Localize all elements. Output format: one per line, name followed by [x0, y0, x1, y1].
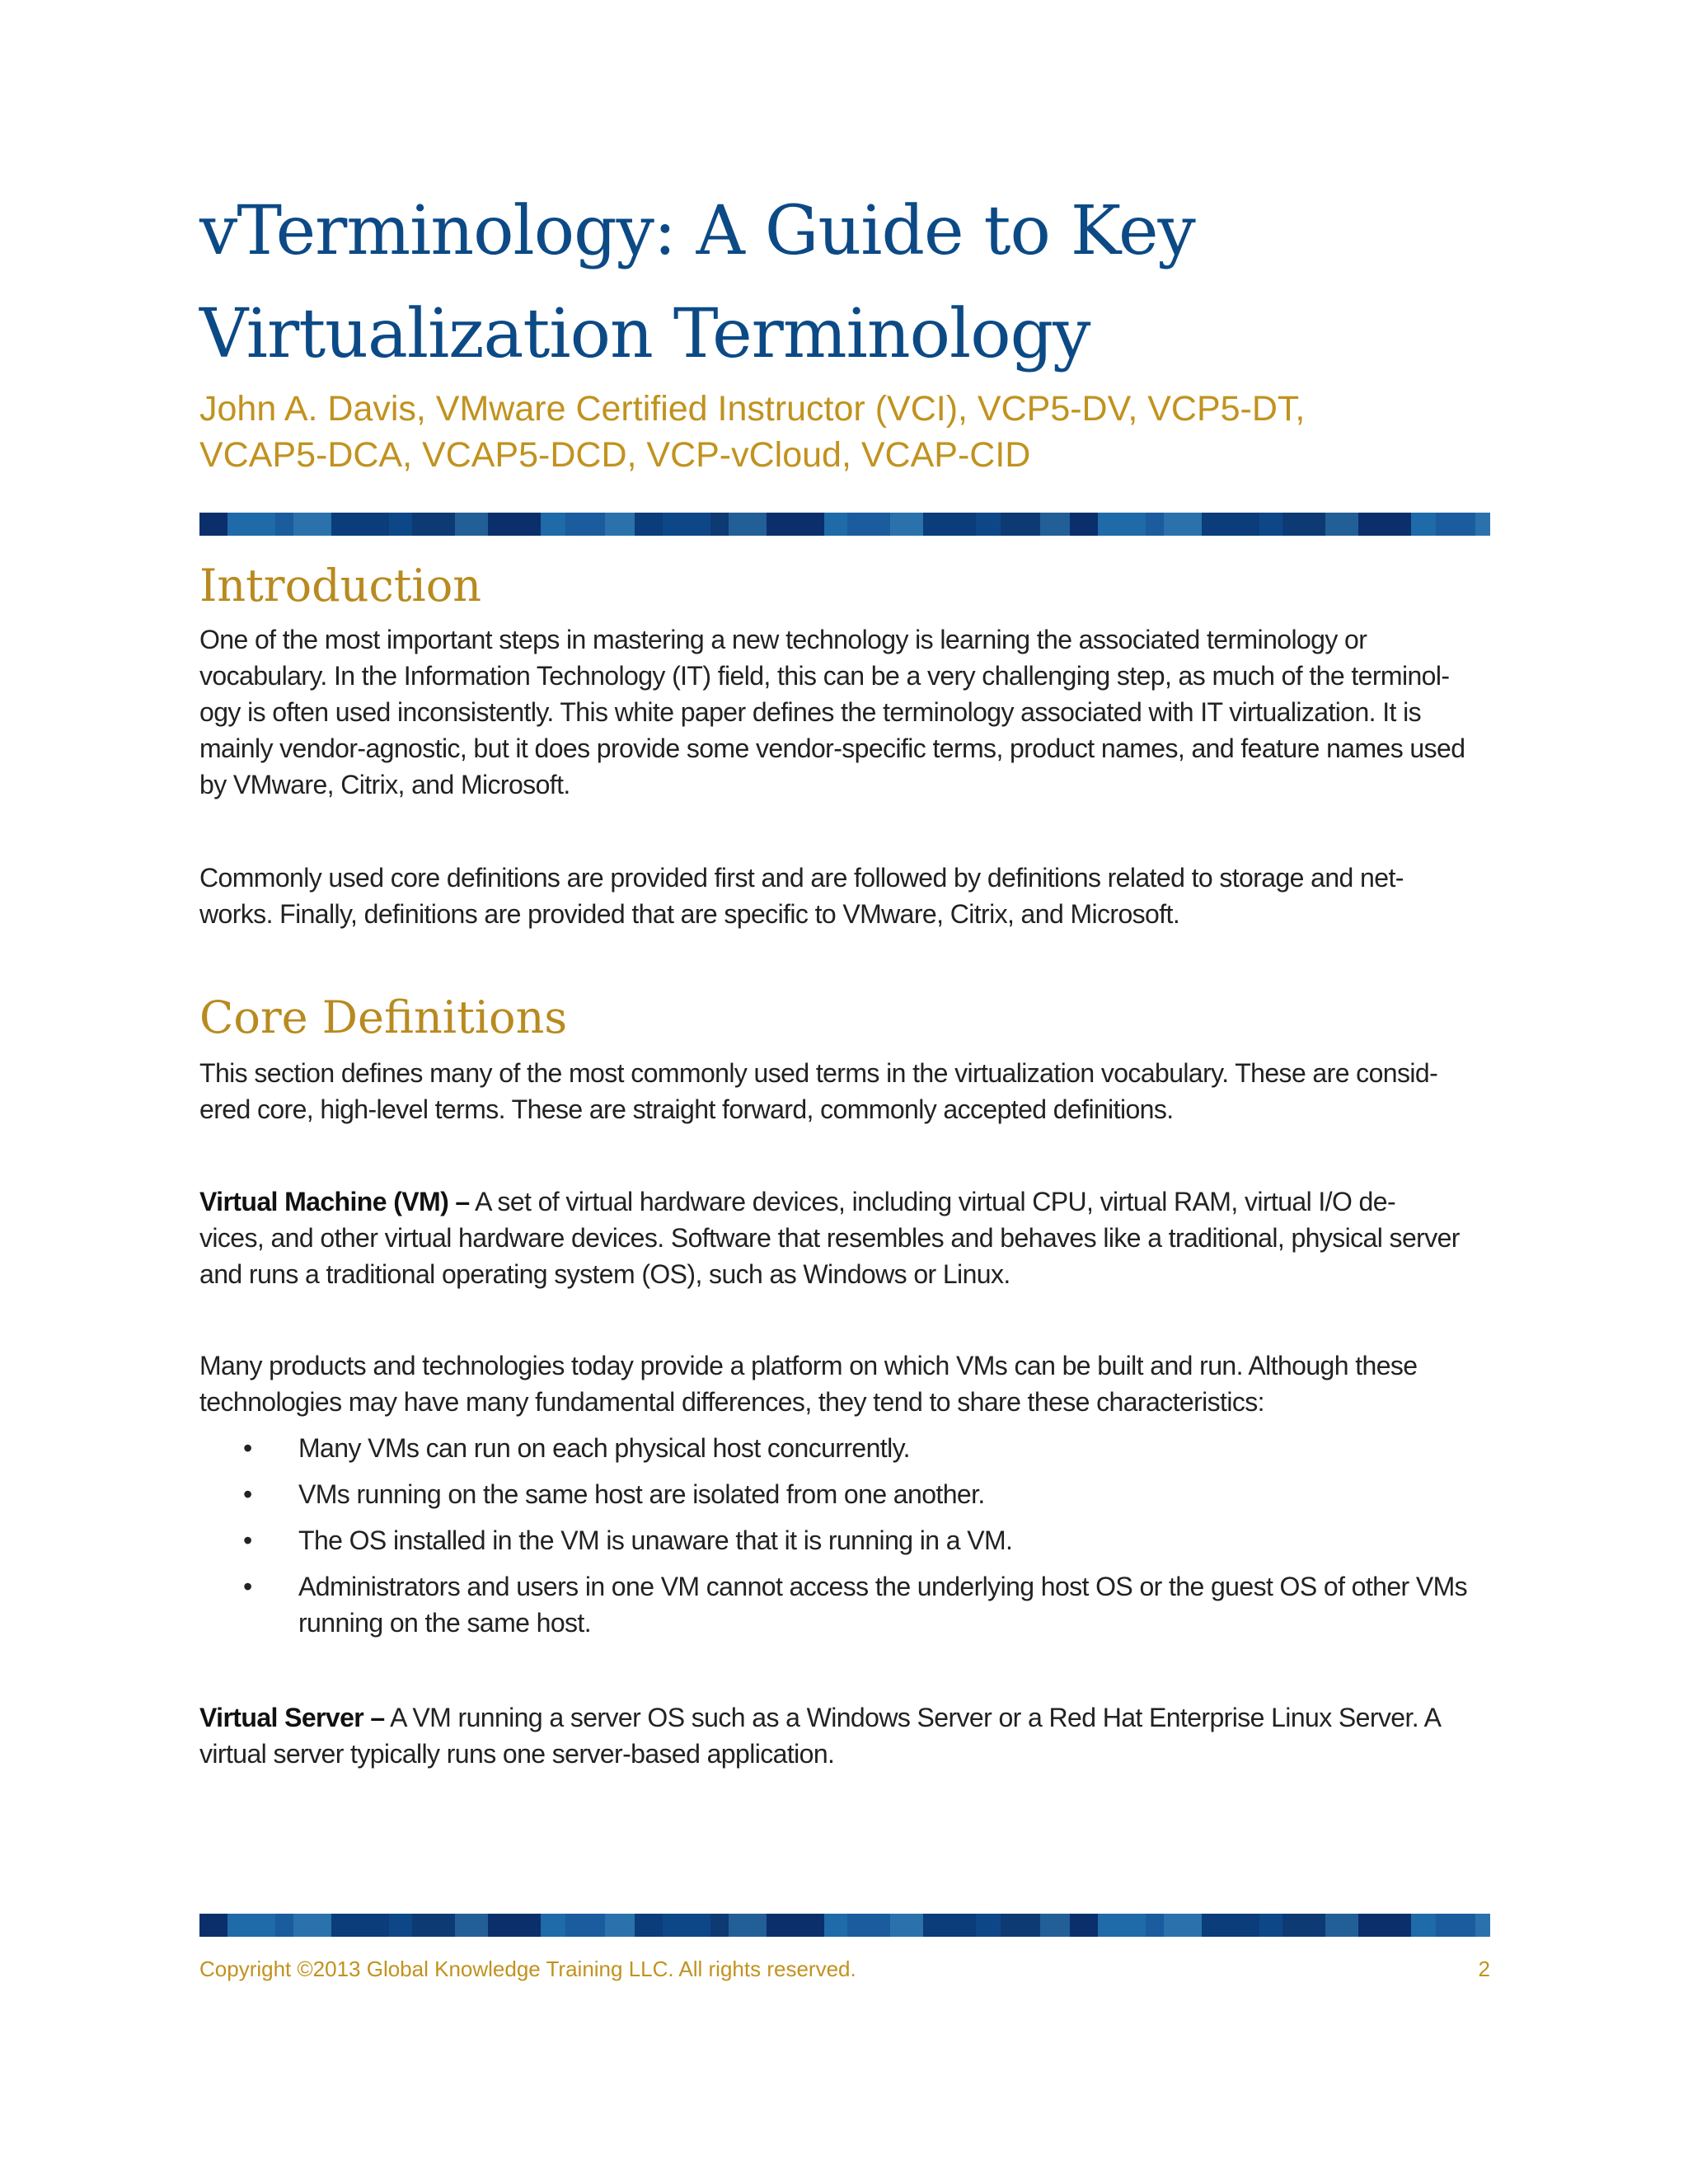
bar-segment	[227, 513, 275, 536]
bar-segment	[605, 1914, 635, 1937]
bar-segment	[1098, 513, 1146, 536]
bar-segment	[1325, 513, 1358, 536]
bar-segment	[605, 513, 635, 536]
bar-segment	[565, 513, 605, 536]
text-line: ogy is often used inconsistently. This white paper defines the terminology associated with IT virtualization. It is	[199, 697, 1422, 727]
list-item	[199, 1476, 1493, 1512]
list-item-text: The OS installed in the VM is unaware that it is running in a VM.	[298, 1526, 1013, 1555]
bar-segment	[1411, 513, 1436, 536]
header-decorative-bar	[199, 513, 1490, 536]
text-line	[199, 1699, 1493, 1736]
definition-text: A VM running a server OS such as a Windows Server or a Red Hat Enterprise Linux Server. A	[384, 1703, 1442, 1732]
bullet-icon: •	[243, 1479, 252, 1509]
header-bar-graphic	[199, 513, 1490, 536]
bullet-icon: •	[243, 1433, 252, 1463]
bar-segment	[412, 513, 455, 536]
text-line: technologies may have many fundamental differences, they tend to share these characteristics:	[199, 1387, 1264, 1417]
bar-segment	[227, 1914, 275, 1937]
bar-segment	[767, 1914, 824, 1937]
core-definitions-intro	[199, 1055, 1493, 1127]
bar-segment	[710, 513, 729, 536]
bar-segment	[663, 513, 710, 536]
bar-segment	[635, 513, 663, 536]
author-line-2: VCAP5-DCA, VCAP5-DCD, VCP-vCloud, VCAP-CID	[199, 435, 1031, 475]
text-line: Commonly used core definitions are provided first and are followed by definitions related to storage and net-	[199, 863, 1404, 893]
bullet-icon: •	[243, 1572, 252, 1601]
bar-segment	[389, 513, 412, 536]
bar-segment	[1164, 513, 1202, 536]
bar-segment	[923, 1914, 976, 1937]
text-line: and runs a traditional operating system (OS), such as Windows or Linux.	[199, 1259, 1010, 1289]
list-item-text: Many VMs can run on each physical host concurrently.	[298, 1433, 910, 1463]
bar-segment	[1040, 513, 1070, 536]
core-definitions-heading: Core Definitions	[199, 991, 568, 1043]
bar-segment	[890, 513, 923, 536]
footer-bar-graphic	[199, 1914, 1490, 1937]
virtual-machine-definition	[199, 1183, 1493, 1292]
bar-segment	[1282, 1914, 1325, 1937]
bar-segment	[455, 513, 488, 536]
bar-segment	[847, 513, 890, 536]
introduction-paragraph-1	[199, 621, 1493, 803]
text-line: works. Finally, definitions are provided that are specific to VMware, Citrix, and Microsoft.	[199, 899, 1180, 929]
introduction-heading: Introduction	[199, 560, 481, 612]
bar-segment	[1436, 1914, 1475, 1937]
bar-segment	[824, 513, 847, 536]
bar-segment	[663, 1914, 710, 1937]
text-line: vices, and other virtual hardware devices. Software that resembles and behaves like a traditional, physical server	[199, 1223, 1460, 1253]
bar-segment	[1411, 1914, 1436, 1937]
characteristics-list	[199, 1430, 1493, 1651]
author-line-1: John A. Davis, VMware Certified Instructor (VCI), VCP5-DV, VCP5-DT,	[199, 389, 1306, 429]
bar-segment	[1001, 1914, 1040, 1937]
bar-segment	[275, 513, 293, 536]
virtual-machine-term: Virtual Machine (VM) –	[199, 1187, 470, 1216]
bar-segment	[488, 1914, 541, 1937]
bar-segment	[331, 513, 389, 536]
virtual-server-definition	[199, 1699, 1493, 1772]
title-line-2: Virtualization Terminology	[199, 295, 1090, 373]
bar-segment	[331, 1914, 389, 1937]
bar-segment	[1146, 513, 1164, 536]
bar-segment	[275, 1914, 293, 1937]
virtual-server-term: Virtual Server –	[199, 1703, 385, 1732]
footer-decorative-bar	[199, 1914, 1490, 1937]
bar-segment	[1202, 513, 1259, 536]
bar-segment	[1001, 513, 1040, 536]
bar-segment	[1436, 513, 1475, 536]
bar-segment	[1358, 1914, 1411, 1937]
bar-segment	[923, 513, 976, 536]
list-item-text: running on the same host.	[298, 1608, 592, 1638]
bar-segment	[199, 513, 227, 536]
characteristics-intro	[199, 1347, 1493, 1420]
copyright-text: Copyright ©2013 Global Knowledge Training LLC. All rights reserved.	[199, 1957, 856, 1981]
bar-segment	[1070, 1914, 1098, 1937]
bar-segment	[976, 1914, 1001, 1937]
text-line: mainly vendor-agnostic, but it does provide some vendor-specific terms, product names, and feature names used	[199, 733, 1465, 763]
bar-segment	[1146, 1914, 1164, 1937]
text-line: ered core, high-level terms. These are straight forward, commonly accepted definitions.	[199, 1094, 1174, 1124]
bar-segment	[412, 1914, 455, 1937]
bar-segment	[635, 1914, 663, 1937]
bar-segment	[389, 1914, 412, 1937]
text-line: by VMware, Citrix, and Microsoft.	[199, 770, 570, 799]
bar-segment	[1202, 1914, 1259, 1937]
bar-segment	[729, 513, 767, 536]
bar-segment	[1475, 1914, 1490, 1937]
bar-segment	[1164, 1914, 1202, 1937]
bar-segment	[1259, 1914, 1282, 1937]
title-line-1: vTerminology: A Guide to Key	[199, 192, 1195, 270]
bar-segment	[1070, 513, 1098, 536]
list-item	[199, 1568, 1493, 1641]
list-item	[199, 1522, 1493, 1558]
list-item	[199, 1430, 1493, 1466]
bar-segment	[1098, 1914, 1146, 1937]
bar-segment	[767, 513, 824, 536]
page-number: 2	[1478, 1957, 1490, 1981]
bar-segment	[541, 513, 565, 536]
bar-segment	[565, 1914, 605, 1937]
bar-segment	[1259, 513, 1282, 536]
bullet-icon: •	[243, 1526, 252, 1555]
bar-segment	[1325, 1914, 1358, 1937]
bar-segment	[293, 513, 331, 536]
bar-segment	[488, 513, 541, 536]
definition-text: A set of virtual hardware devices, including virtual CPU, virtual RAM, virtual I/O de-	[469, 1187, 1396, 1216]
text-line	[199, 1183, 1493, 1220]
text-line: This section defines many of the most commonly used terms in the virtualization vocabulary. These are consid-	[199, 1058, 1438, 1088]
list-item-text: VMs running on the same host are isolated from one another.	[298, 1479, 985, 1509]
bar-segment	[729, 1914, 767, 1937]
bar-segment	[455, 1914, 488, 1937]
bar-segment	[710, 1914, 729, 1937]
bar-segment	[1358, 513, 1411, 536]
list-item-text: Administrators and users in one VM cannot access the underlying host OS or the guest OS of other VMs	[298, 1572, 1468, 1601]
bar-segment	[890, 1914, 923, 1937]
bar-segment	[847, 1914, 890, 1937]
bar-segment	[1040, 1914, 1070, 1937]
bar-segment	[824, 1914, 847, 1937]
bar-segment	[199, 1914, 227, 1937]
text-line: One of the most important steps in mastering a new technology is learning the associated terminology or	[199, 625, 1367, 654]
bar-segment	[293, 1914, 331, 1937]
text-line: vocabulary. In the Information Technology (IT) field, this can be a very challenging step, as much of the terminol-	[199, 661, 1450, 691]
text-line: Many products and technologies today provide a platform on which VMs can be built and run. Although these	[199, 1351, 1418, 1380]
bar-segment	[1282, 513, 1325, 536]
introduction-paragraph-2	[199, 860, 1493, 932]
document-title	[199, 180, 1502, 386]
text-line: virtual server typically runs one server-based application.	[199, 1739, 835, 1769]
bar-segment	[541, 1914, 565, 1937]
bar-segment	[1475, 513, 1490, 536]
author-credentials	[199, 386, 1518, 478]
bar-segment	[976, 513, 1001, 536]
